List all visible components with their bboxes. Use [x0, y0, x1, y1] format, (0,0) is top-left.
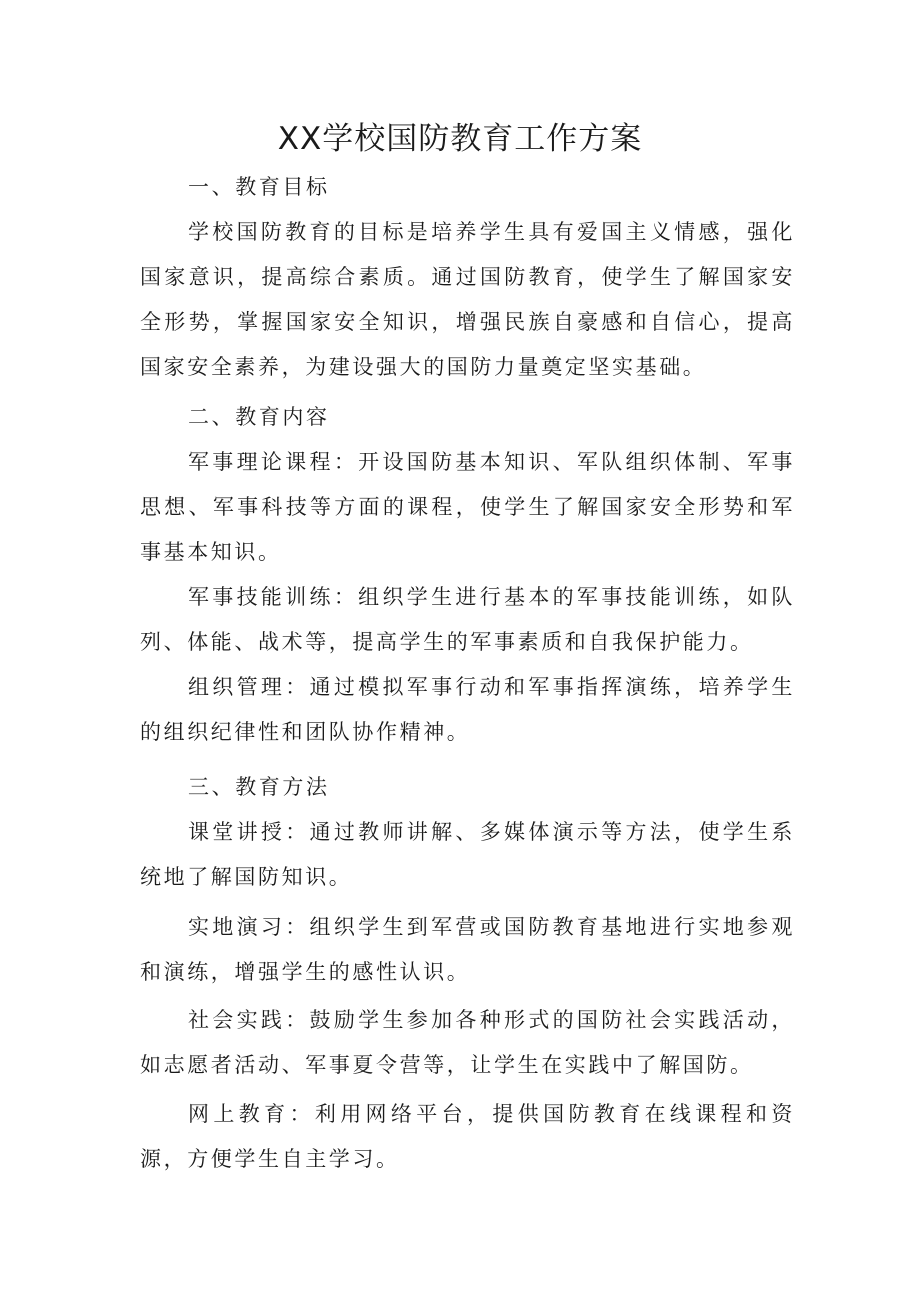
paragraph-military-skills: 军事技能训练：组织学生进行基本的军事技能训练，如队列、体能、战术等，提高学生的军事素质和自我保护能力。 — [140, 585, 795, 654]
paragraph-social-practice: 社会实践：鼓励学生参加各种形式的国防社会实践活动，如志愿者活动、军事夏令营等，让学生在实践中了解国防。 — [140, 1008, 795, 1077]
document-title: XX学校国防教育工作方案 — [277, 121, 643, 157]
paragraph-field-drill: 实地演习：组织学生到军营或国防教育基地进行实地参观和演练，增强学生的感性认识。 — [140, 915, 795, 984]
section-heading-methods: 三、教育方法 — [188, 775, 330, 799]
paragraph-online-education: 网上教育：利用网络平台，提供国防教育在线课程和资源，方便学生自主学习。 — [140, 1102, 795, 1171]
paragraph-classroom: 课堂讲授：通过教师讲解、多媒体演示等方法，使学生系统地了解国防知识。 — [140, 820, 795, 889]
paragraph-goals: 学校国防教育的目标是培养学生具有爱国主义情感，强化国家意识，提高综合素质。通过国防教育，使学生了解国家安全形势，掌握国家安全知识，增强民族自豪感和自信心，提高国家安全素养，为建设强大的国防力量奠定坚实基础。 — [140, 220, 795, 379]
section-heading-content: 二、教育内容 — [188, 405, 330, 429]
paragraph-military-theory: 军事理论课程：开设国防基本知识、军队组织体制、军事思想、军事科技等方面的课程，使学生了解国家安全形势和军事基本知识。 — [140, 450, 795, 564]
section-heading-goals: 一、教育目标 — [188, 175, 330, 199]
paragraph-organization: 组织管理：通过模拟军事行动和军事指挥演练，培养学生的组织纪律性和团队协作精神。 — [140, 675, 795, 744]
